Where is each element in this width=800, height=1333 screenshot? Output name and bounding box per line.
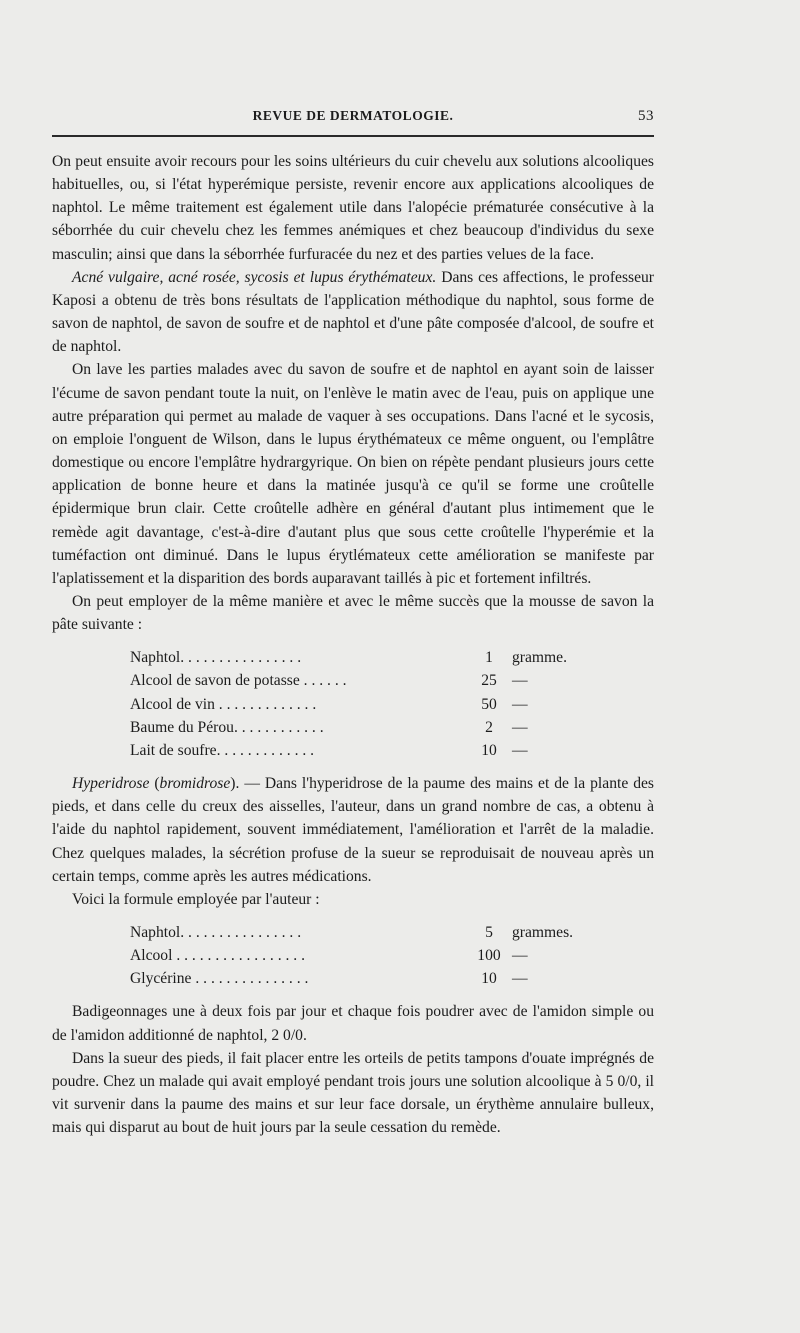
- section-heading-hyperidrose: Hyperidrose: [72, 775, 150, 793]
- formula-row: [130, 944, 592, 967]
- paragraph-badigeonnages: Badigeonnages une à deux fois par jour et chaque fois poudrer avec de l'amidon simple ou de l'amidon additionné de naphtol, 2 0/0.: [52, 1003, 654, 1044]
- ingredient-unit: grammes.: [512, 924, 574, 941]
- formula-row: [130, 693, 592, 716]
- formula-row: [130, 716, 592, 739]
- paragraph-formula-intro: Voici la formule employée par l'auteur :: [72, 890, 320, 908]
- running-header: [52, 108, 654, 128]
- paragraph-scalp: On peut ensuite avoir recours pour les soins ultérieurs du cuir chevelu aux solutions alcooliques habituelles, ou, si l'état hyperémique persiste, revenir encore aux applications alcooliques de naphtol. Le même traitement est également utile dans l'alopécie prématurée consécutive à la séborrhée du cuir chevelu chez les femmes anémiques et chez beaucoup d'individus du sexe masculin; ainsi que dans la séborrhée furfuracée du nez et des parties velues de la face.: [52, 153, 654, 263]
- ingredient-unit: —: [512, 947, 528, 965]
- journal-title: REVUE DE DERMATOLOGIE.: [252, 108, 454, 123]
- ingredient-quantity: 10: [481, 741, 497, 759]
- ingredient-unit: —: [512, 672, 528, 690]
- paragraph-paste-intro: On peut employer de la même manière et avec le même succès que la mousse de savon la pâte suivante :: [52, 592, 654, 634]
- formula-row: [130, 646, 592, 669]
- formula-row: [130, 669, 592, 692]
- ingredient-name: Baume du Pérou. . . . . . . . . . . .: [130, 718, 324, 736]
- body-text: [52, 150, 654, 1139]
- formula-row: [130, 739, 592, 762]
- ingredient-name: Alcool de savon de potasse . . . . . .: [130, 672, 347, 690]
- paragraph-feet: Dans la sueur des pieds, il fait placer entre les orteils de petits tampons d'ouate imprégnés de poudre. Chez un malade qui avait employé pendant trois jours une solution alcoolique à 5 0/0, il vit survenir dans la paume des mains et sur leur face dorsale, un érythème annulaire bulleux, mais qui disparut au bout de huit jours par la seule cessation du remède.: [52, 1049, 654, 1137]
- formula-row: [130, 921, 592, 944]
- paragraph-acne: [52, 266, 654, 359]
- ingredient-quantity: 10: [481, 970, 497, 988]
- ingredient-quantity: 50: [481, 695, 497, 713]
- ingredient-name: Naphtol. . . . . . . . . . . . . . . .: [130, 649, 302, 667]
- section-heading-acne: Acné vulgaire, acné rosée, sycosis et lupus érythémateux.: [72, 268, 437, 286]
- ingredient-quantity: 1: [485, 649, 493, 667]
- ingredient-quantity: 25: [481, 672, 497, 690]
- ingredient-unit: gramme.: [512, 649, 567, 667]
- paragraph-hyperidrose: Hyperidrose (bromidrose). — Dans l'hyperidrose de la paume des mains et de la plante des pieds, et dans celle du creux des aisselles, l'auteur, dans un grand nombre de cas, a obtenu à l'aide du naphtol rapidement, souvent immédiatement, l'amélioration et l'arrêt de la maladie. Chez quelques malades, la sécrétion profuse de la sueur se reproduisait de nouveau après un certain temps, comme après les autres médications.: [52, 775, 654, 885]
- formula-table-paste: [130, 646, 592, 762]
- formula-table-hyperidrose: [130, 921, 592, 990]
- ingredient-name: Alcool . . . . . . . . . . . . . . . . .: [130, 947, 305, 965]
- ingredient-quantity: 100: [477, 947, 501, 965]
- ingredient-unit: —: [512, 718, 528, 736]
- ingredient-quantity: 5: [485, 924, 493, 941]
- ingredient-unit: —: [512, 970, 528, 988]
- paragraph-acne-text: Dans ces affections, le professeur Kaposi a obtenu de très bons résultats de l'application méthodique du naphtol, sous forme de savon de naphtol, de savon de soufre et de naphtol et d'une pâte composée d'alcool, de soufre et de naphtol.: [52, 268, 655, 356]
- section-heading-bromidrose: bromidrose: [159, 775, 231, 793]
- ingredient-name: Lait de soufre. . . . . . . . . . . . .: [130, 741, 315, 759]
- paragraph-treatment: On lave les parties malades avec du savon de soufre et de naphtol en ayant soin de laisser l'écume de savon pendant toute la nuit, on l'enlève le matin avec de l'eau, puis on applique une autre préparation qui permet au malade de vaquer à ses occupations. Dans l'acné et le sycosis, on emploie l'onguent de Wilson, dans le lupus érythémateux ce même onguent, ou l'emplâtre domestique ou encore l'emplâtre hydrargyrique. On bien on répète pendant plusieurs jours cette application de bonne heure et dans la matinée jusqu'à ce qu'il se forme une croûtelle épidermique brun clair. Cette croûtelle adhère en général d'autant plus intimement que le remède agit davantage, c'est-à-dire d'autant plus que sous cette croûtelle l'hyperémie et la tuméfaction ont diminué. Dans le lupus érytlémateux cette amélioration se manifeste par l'aplatissement et la disparition des bords auparavant taillés à pic et fortement infiltrés.: [52, 361, 654, 587]
- header-rule: [52, 135, 654, 137]
- paragraph-hyperidrose-text: . — Dans l'hyperidrose de la paume des mains et de la plante des pieds, et dans celle du creux des aisselles, l'auteur, dans un grand nombre de cas, a obtenu à l'aide du naphtol rapidement, souvent immédiatement, l'amélioration et l'arrêt de la maladie. Chez quelques malades, la sécrétion profuse de la sueur se reproduisait de nouveau après un certain temps, comme après les autres médications.: [52, 775, 654, 885]
- ingredient-name: Alcool de vin . . . . . . . . . . . . .: [130, 695, 317, 713]
- page-number: 53: [638, 108, 654, 124]
- ingredient-name: Naphtol. . . . . . . . . . . . . . . .: [130, 924, 302, 941]
- ingredient-name: Glycérine . . . . . . . . . . . . . . .: [130, 970, 309, 988]
- ingredient-quantity: 2: [485, 718, 493, 736]
- formula-row: [130, 967, 592, 990]
- ingredient-unit: —: [512, 695, 528, 713]
- ingredient-unit: —: [512, 741, 528, 759]
